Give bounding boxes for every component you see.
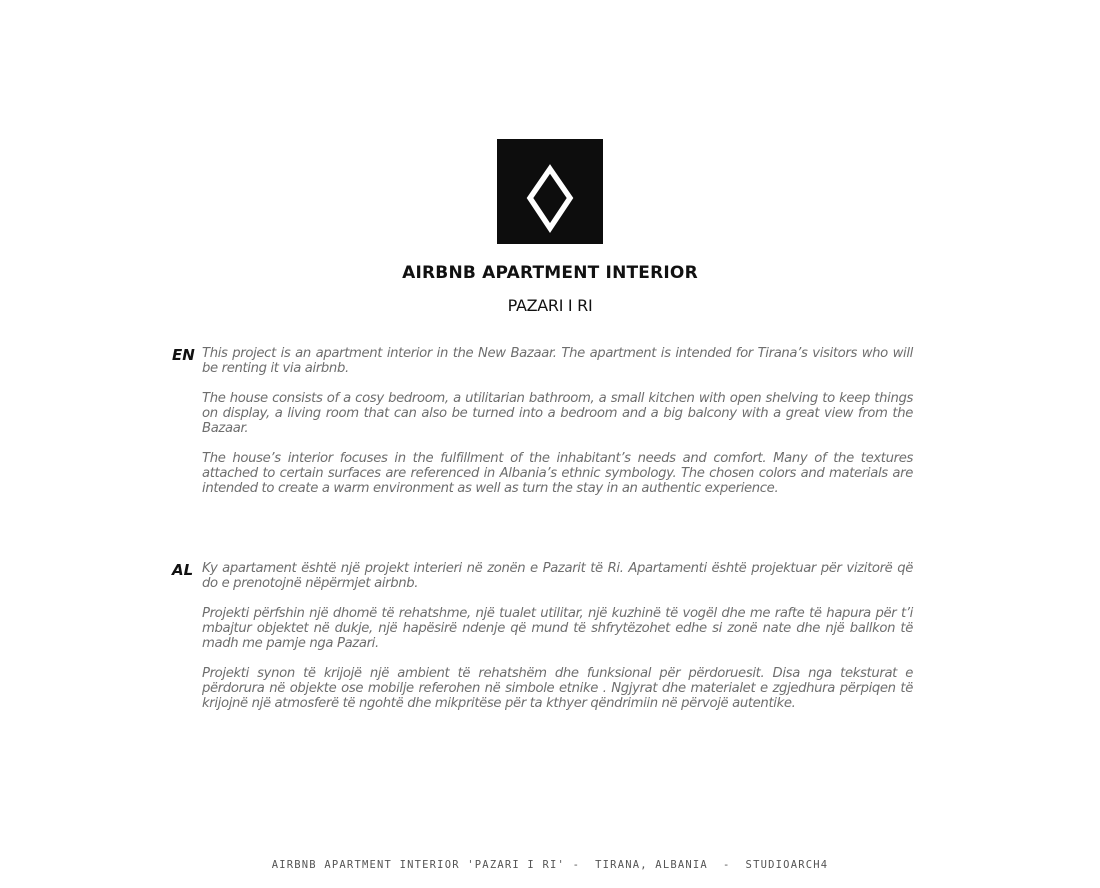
diamond-outline-icon	[497, 139, 603, 244]
paragraph: The house consists of a cosy bedroom, a utilitarian bathroom, a small kitchen with open shelving to keep things on display, a living room that can also be turned into a bedroom and a big balcony with a great view from the Bazaar.	[202, 391, 913, 436]
paragraph: Ky apartament është një projekt interieri në zonën e Pazarit të Ri. Apartamenti është projektuar për vizitorë që do e prenotojnë nëpërmjet airbnb.	[202, 561, 913, 591]
english-description	[202, 346, 913, 496]
paragraph: Projekti synon të krijojë një ambient të rehatshëm dhe funksional për përdoruesit. Disa nga teksturat e përdorura në objekte ose mobilje referohen në simbole etnike . Ngjyrat dhe materialet e zgjedhura përpiqen të krijojnë një atmosferë të ngohtë dhe mikpritëse për ta kthyer qëndrimiin në përvojë autentike.	[202, 666, 913, 711]
paragraph: Projekti përfshin një dhomë të rehatshme, një tualet utilitar, një kuzhinë të vogël dhe me rafte të hapura për t’i mbajtur objektet në dukje, një hapësirë ndenje që mund të shfrytëzohet edhe si zonë nate dhe një ballkon të madh me pamje nga Pazari.	[202, 606, 913, 651]
footer-caption: AIRBNB APARTMENT INTERIOR 'PAZARI I RI' - TIRANA, ALBANIA - STUDIOARCH4	[271, 859, 829, 871]
logo	[497, 139, 603, 244]
language-code-en: EN	[172, 346, 195, 364]
language-code-al: AL	[172, 561, 194, 579]
albanian-description	[202, 561, 913, 711]
page-subtitle: PAZARI I RI	[507, 296, 593, 315]
english-section	[172, 346, 916, 511]
paragraph: This project is an apartment interior in the New Bazaar. The apartment is intended for Tirana’s visitors who will be renting it via airbnb.	[202, 346, 913, 376]
albanian-section	[172, 561, 916, 726]
page-title: AIRBNB APARTMENT INTERIOR	[402, 263, 698, 283]
paragraph: The house’s interior focuses in the fulfillment of the inhabitant’s needs and comfort. Many of the textures attached to certain surfaces are referenced in Albania’s ethnic symbology. The chosen colors and materials are intended to create a warm environment as well as turn the stay in an authentic experience.	[202, 451, 913, 496]
